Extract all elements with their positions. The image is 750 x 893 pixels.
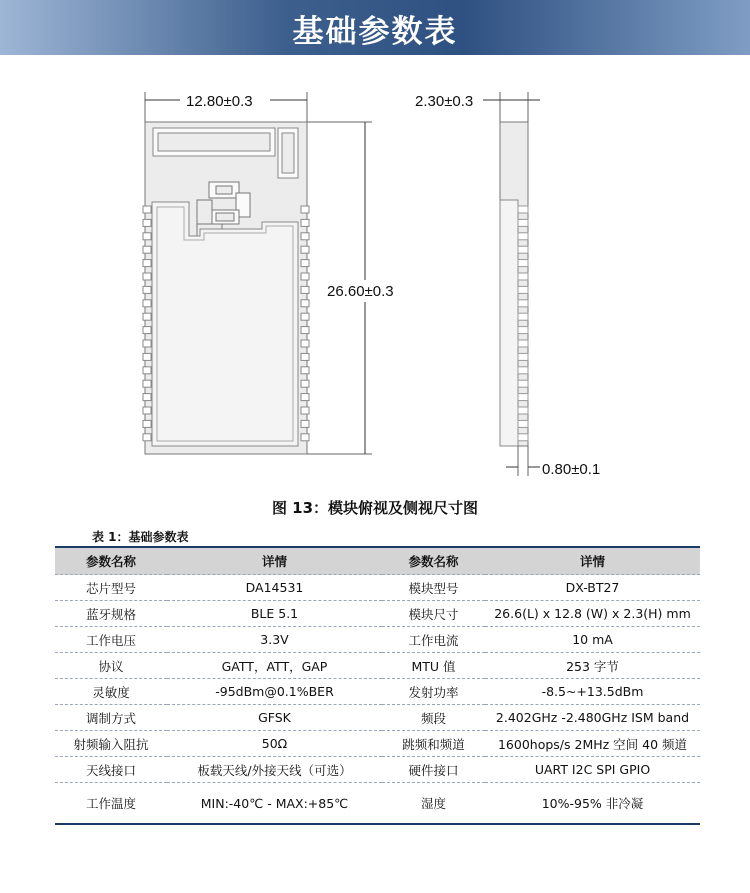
table-cell: 26.6(L) x 12.8 (W) x 2.3(H) mm: [485, 601, 700, 627]
pad-notch: [301, 407, 309, 414]
side-pad: [518, 353, 528, 360]
table-row: [55, 757, 700, 783]
side-pad: [518, 407, 528, 414]
header-detail-1: 详情: [167, 547, 382, 575]
table-header-row: [55, 547, 700, 575]
side-pad: [518, 300, 528, 307]
table-cell: 射频输入阻抗: [55, 731, 167, 757]
side-pad: [518, 327, 528, 334]
pad-notch: [301, 367, 309, 374]
side-pad: [518, 206, 528, 213]
pad-notch: [301, 327, 309, 334]
table-row: [55, 653, 700, 679]
table-cell: 硬件接口: [382, 757, 485, 783]
table-cell: UART I2C SPI GPIO: [485, 757, 700, 783]
thickness-dimension-label: 2.30±0.3: [415, 93, 474, 110]
pad-notch: [143, 233, 151, 240]
table-cell: 10%-95% 非冷凝: [485, 783, 700, 825]
table-cell: 调制方式: [55, 705, 167, 731]
table-title: 表 1：基础参数表: [92, 530, 189, 544]
side-pad: [518, 286, 528, 293]
pad-notch: [301, 286, 309, 293]
table-cell: 模块型号: [382, 575, 485, 601]
table-cell: 3.3V: [167, 627, 382, 653]
table-row: [55, 705, 700, 731]
table-cell: GFSK: [167, 705, 382, 731]
table-cell: 253 字节: [485, 653, 700, 679]
table-cell: -95dBm@0.1%BER: [167, 679, 382, 705]
pad-notch: [143, 380, 151, 387]
side-pad: [518, 233, 528, 240]
pad-notch: [301, 206, 309, 213]
table-cell: 50Ω: [167, 731, 382, 757]
table-row: [55, 575, 700, 601]
table-cell: DA14531: [167, 575, 382, 601]
side-pad: [518, 420, 528, 427]
width-dimension-label: 12.80±0.3: [186, 93, 253, 110]
table-row: [55, 601, 700, 627]
pad-notch: [143, 420, 151, 427]
side-pad: [518, 219, 528, 226]
table-cell: 工作温度: [55, 783, 167, 825]
table-cell: MIN:-40℃ - MAX:+85℃: [167, 783, 382, 825]
pad-notch: [143, 286, 151, 293]
pad-notch: [143, 327, 151, 334]
pad-notch: [143, 300, 151, 307]
table-cell: 板载天线/外接天线（可选）: [167, 757, 382, 783]
table-cell: 频段: [382, 705, 485, 731]
side-pad: [518, 367, 528, 374]
side-pad: [518, 340, 528, 347]
title-banner: [0, 0, 750, 55]
pad-notch: [143, 367, 151, 374]
table-cell: MTU 值: [382, 653, 485, 679]
header-param-name-2: 参数名称: [382, 547, 485, 575]
page-title: 基础参数表: [292, 14, 458, 50]
pad-notch: [301, 313, 309, 320]
table-cell: 芯片型号: [55, 575, 167, 601]
table-cell: BLE 5.1: [167, 601, 382, 627]
pad-notch: [143, 206, 151, 213]
side-pad: [518, 380, 528, 387]
pad-notch: [143, 340, 151, 347]
module-dimension-drawing: [0, 60, 750, 490]
table-cell: 协议: [55, 653, 167, 679]
pad-notch: [143, 407, 151, 414]
table-cell: 蓝牙规格: [55, 601, 167, 627]
pad-notch: [143, 260, 151, 267]
table-cell: -8.5~+13.5dBm: [485, 679, 700, 705]
pad-notch: [301, 260, 309, 267]
table-row: [55, 783, 700, 825]
table-cell: 工作电压: [55, 627, 167, 653]
pad-notch: [143, 313, 151, 320]
pad-notch: [301, 434, 309, 441]
pad-dimension-label: 0.80±0.1: [542, 461, 601, 478]
side-pad: [518, 434, 528, 441]
side-pad: [518, 246, 528, 253]
pad-notch: [301, 273, 309, 280]
table-cell: 天线接口: [55, 757, 167, 783]
pad-notch: [301, 219, 309, 226]
table-cell: 发射功率: [382, 679, 485, 705]
table-cell: 2.402GHz -2.480GHz ISM band: [485, 705, 700, 731]
side-pad: [518, 273, 528, 280]
table-row: [55, 731, 700, 757]
table-cell: GATT，ATT，GAP: [167, 653, 382, 679]
table-row: [55, 627, 700, 653]
pad-notch: [301, 300, 309, 307]
pad-notch: [301, 340, 309, 347]
pad-notch: [301, 233, 309, 240]
pad-notch: [301, 380, 309, 387]
pad-notch: [301, 420, 309, 427]
table-cell: 灵敏度: [55, 679, 167, 705]
pad-notch: [301, 246, 309, 253]
pad-notch: [301, 353, 309, 360]
table-cell: 湿度: [382, 783, 485, 825]
table-cell: 10 mA: [485, 627, 700, 653]
pad-notch: [143, 434, 151, 441]
pad-notch: [143, 353, 151, 360]
side-pad: [518, 394, 528, 401]
pad-notch: [143, 273, 151, 280]
table-cell: 跳频和频道: [382, 731, 485, 757]
side-pad: [518, 260, 528, 267]
table-cell: 模块尺寸: [382, 601, 485, 627]
height-dimension-label: 26.60±0.3: [327, 283, 394, 300]
pad-notch: [143, 219, 151, 226]
pad-notch: [143, 394, 151, 401]
figure-caption: 图 13：模块俯视及侧视尺寸图: [271, 499, 479, 517]
header-param-name-1: 参数名称: [55, 547, 167, 575]
table-cell: 1600hops/s 2MHz 空间 40 频道: [485, 731, 700, 757]
shield-can-outline: [152, 202, 298, 446]
parameter-table: [55, 546, 700, 825]
table-row: [55, 679, 700, 705]
pad-notch: [301, 394, 309, 401]
side-pad: [518, 313, 528, 320]
pad-notch: [143, 246, 151, 253]
header-detail-2: 详情: [485, 547, 700, 575]
table-cell: 工作电流: [382, 627, 485, 653]
table-cell: DX-BT27: [485, 575, 700, 601]
